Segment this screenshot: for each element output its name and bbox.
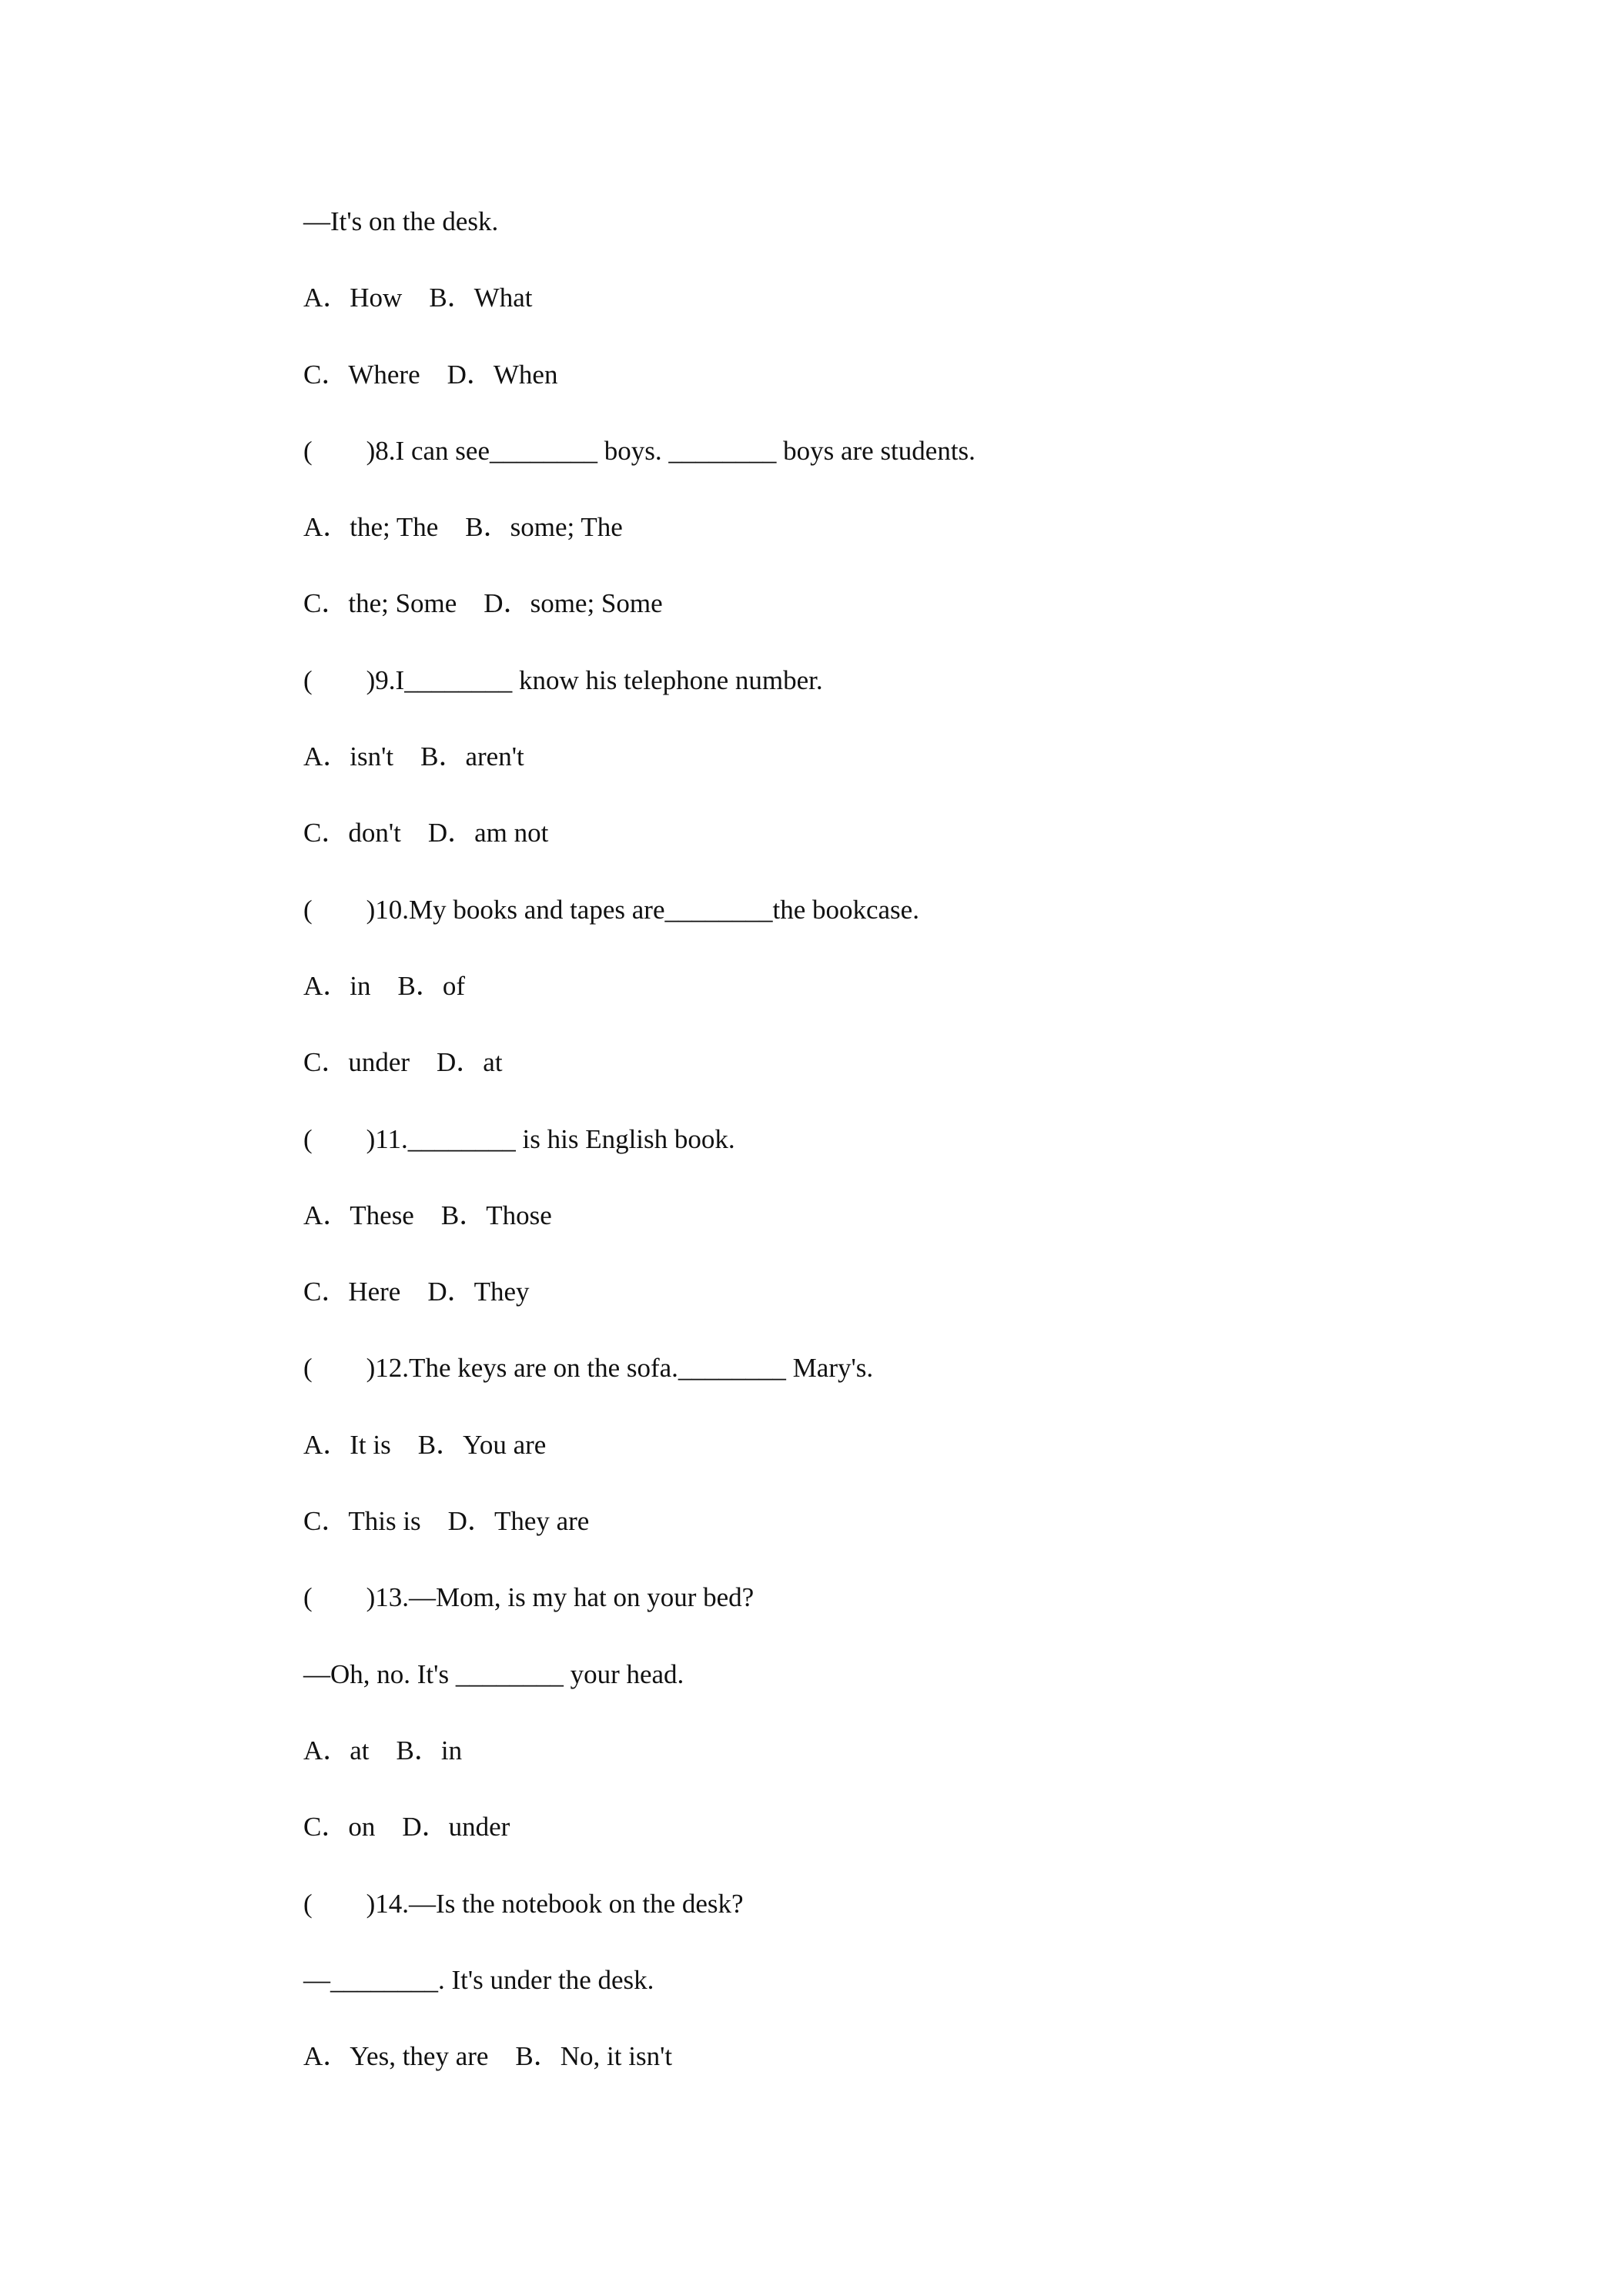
dialogue-line: —________. It's under the desk. [303,1964,654,1995]
options-line: C．on D．under [303,1812,510,1842]
options-line: A．isn't B．aren't [303,741,524,772]
answer-line: —It's on the desk. [303,206,499,236]
dialogue-line: —Oh, no. It's ________ your head. [303,1658,684,1689]
question-12: ( )12.The keys are on the sofa.________ Mary's. [303,1353,874,1384]
options-line: C．This is D．They are [303,1506,590,1537]
question-list [303,202,1535,2113]
options-line: C．the; Some D．some; Some [303,588,663,619]
options-line: A．These B．Those [303,1200,552,1230]
options-line: A．the; The B．some; The [303,512,623,543]
question-9: ( )9.I________ know his telephone number. [303,664,823,695]
options-line: C．Where D．When [303,359,558,390]
options-line: A．How B．What [303,283,533,313]
options-line: A．at B．in [303,1735,463,1766]
question-14: ( )14.—Is the notebook on the desk? [303,1888,744,1919]
question-13: ( )13.—Mom, is my hat on your bed? [303,1582,755,1613]
options-line: A．in B．of [303,970,466,1001]
question-10: ( )10.My books and tapes are________the bookcase. [303,894,919,925]
options-line: C．Here D．They [303,1277,530,1307]
options-line: C．don't D．am not [303,818,549,848]
options-line: A．It is B．You are [303,1429,547,1460]
options-line: C．under D．at [303,1047,503,1078]
options-line: A．Yes, they are B．No, it isn't [303,2041,673,2072]
question-8: ( )8.I can see________ boys. ________ boys are students. [303,435,975,466]
question-11: ( )11.________ is his English book. [303,1123,735,1154]
